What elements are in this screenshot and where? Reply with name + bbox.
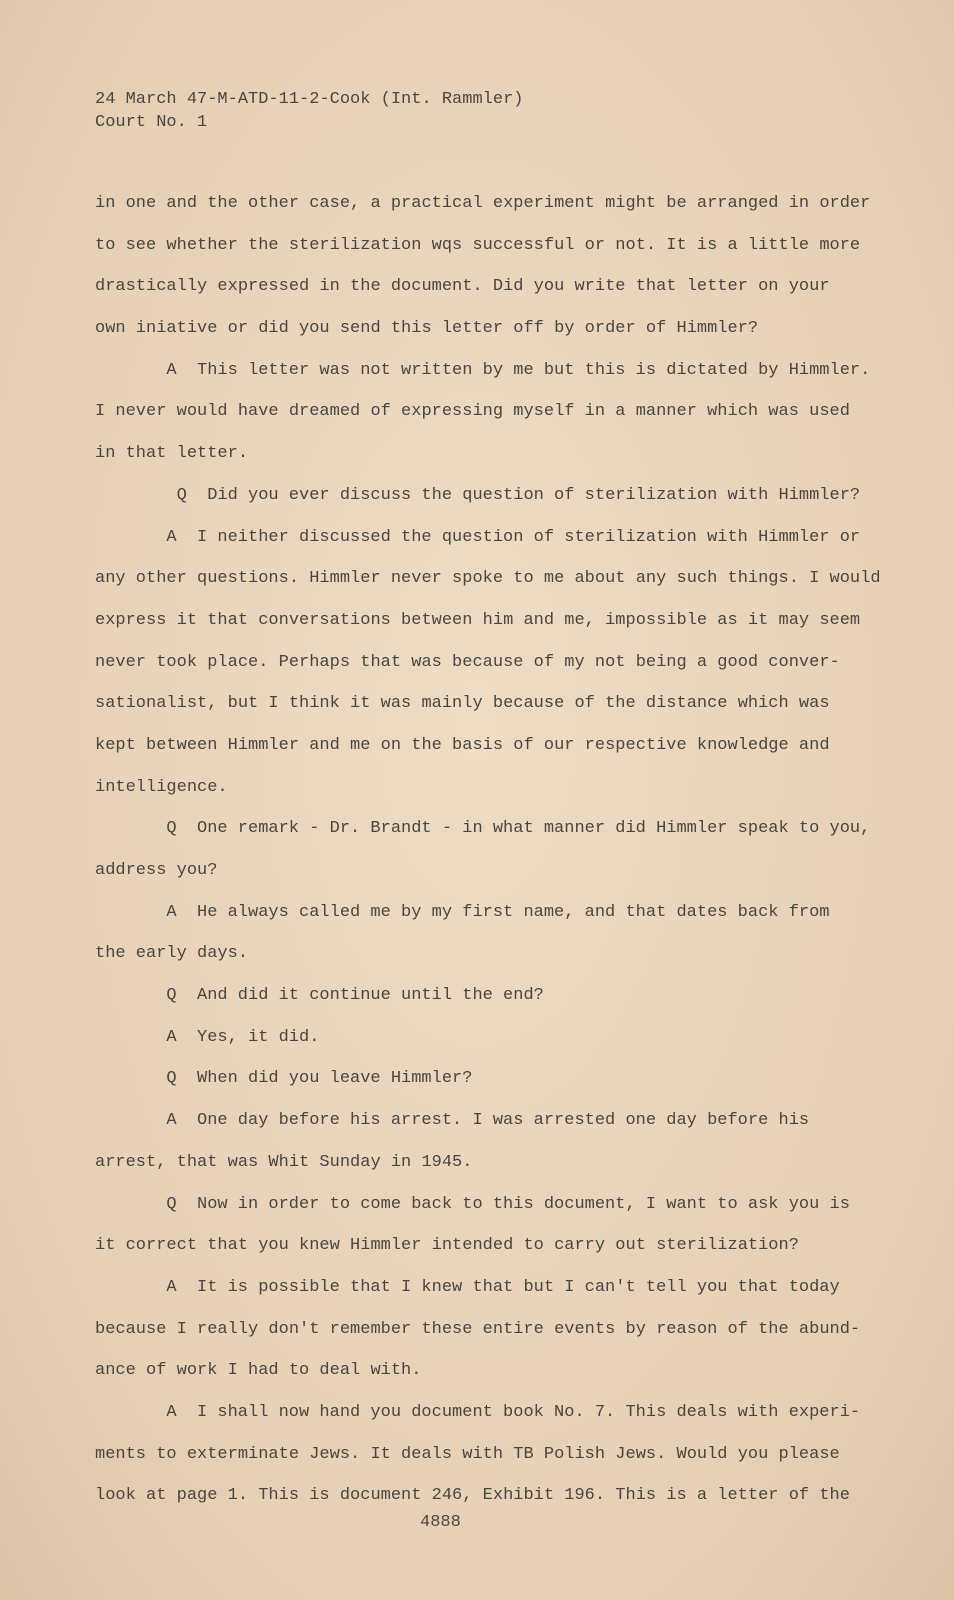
transcript-line: own iniative or did you send this letter off by order of Himmler? [95, 319, 759, 339]
header-line-court: Court No. 1 [95, 113, 208, 132]
transcript-line: to see whether the sterilization wqs successful or not. It is a little more [95, 235, 861, 255]
transcript-line: A It is possible that I knew that but I can't tell you that today [166, 1277, 840, 1297]
transcript-line: in one and the other case, a practical experiment might be arranged in order [95, 194, 871, 213]
transcript-line: address you? [95, 861, 218, 880]
transcript-line: A I shall now hand you document book No. 7. This deals with experi- [166, 1402, 861, 1422]
transcript-line: in that letter. [95, 444, 249, 464]
transcript-line: ments to exterminate Jews. It deals with TB Polish Jews. Would you please [95, 1444, 840, 1464]
transcript-line: the early days. [95, 944, 249, 964]
page-number: 4888 [420, 1513, 461, 1532]
transcript-line: because I really don't remember these entire events by reason of the abund- [95, 1319, 861, 1339]
transcript-line: ance of work I had to deal with. [95, 1361, 422, 1381]
transcript-line: Q When did you leave Himmler? [166, 1069, 473, 1089]
transcript-line: look at page 1. This is document 246, Exhibit 196. This is a letter of the [95, 1486, 850, 1506]
transcript-line: it correct that you knew Himmler intended to carry out sterilization? [95, 1236, 799, 1256]
transcript-line: never took place. Perhaps that was because of my not being a good conver- [95, 652, 840, 672]
transcript-line: intelligence. [95, 777, 228, 797]
transcript-line: Q One remark - Dr. Brandt - in what manner did Himmler speak to you, [166, 819, 871, 839]
transcript-line: sationalist, but I think it was mainly because of the distance which was [95, 694, 830, 714]
header-line-date-case: 24 March 47-M-ATD-11-2-Cook (Int. Rammler) [95, 90, 524, 109]
transcript-line: A This letter was not written by me but this is dictated by Himmler. [166, 360, 871, 380]
transcript-line: kept between Himmler and me on the basis of our respective knowledge and [95, 735, 830, 755]
transcript-line: express it that conversations between him and me, impossible as it may seem [95, 610, 861, 630]
transcript-line: A One day before his arrest. I was arrested one day before his [166, 1111, 810, 1131]
transcript-line: I never would have dreamed of expressing myself in a manner which was used [95, 402, 850, 422]
transcript-line: A I neither discussed the question of sterilization with Himmler or [166, 527, 861, 547]
transcript-line: Q Now in order to come back to this document, I want to ask you is [166, 1194, 850, 1214]
transcript-line: any other questions. Himmler never spoke to me about any such things. I would [95, 569, 881, 589]
transcript-line: Q Did you ever discuss the question of sterilization with Himmler? [176, 485, 861, 505]
transcript-line: drastically expressed in the document. Did you write that letter on your [95, 277, 830, 297]
transcript-body [95, 193, 915, 1527]
transcript-line: A Yes, it did. [166, 1027, 320, 1047]
transcript-line: A He always called me by my first name, and that dates back from [166, 902, 830, 922]
transcript-line: Q And did it continue until the end? [166, 986, 544, 1006]
transcript-line: arrest, that was Whit Sunday in 1945. [95, 1152, 473, 1172]
